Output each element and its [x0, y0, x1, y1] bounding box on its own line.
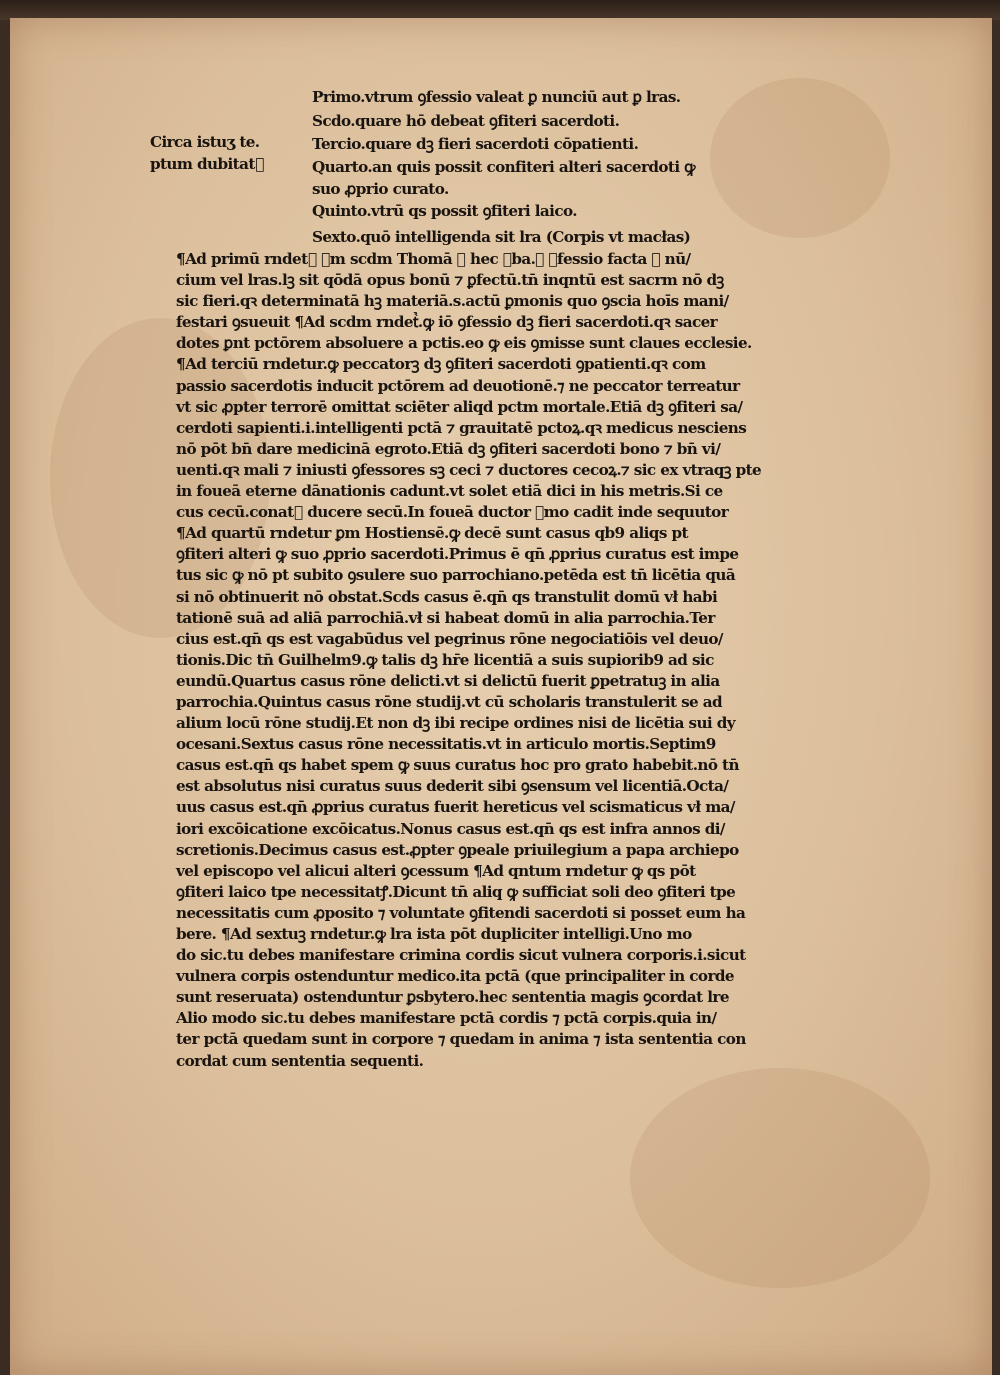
- text-line: passio sacerdotis inducit pctōrem ad deuotionē.⁊ ne peccator terreatur: [176, 376, 740, 395]
- text-line: si nō obtinuerit nō obstat.Scds casus ē.qn̄ qs transtulit domū vł habi: [176, 587, 718, 606]
- text-line: uus casus est.qn̄ ꝓprius curatus fuerit hereticus vel scismaticus vł ma/: [176, 798, 735, 817]
- text-line: ¶Ad terciū rndetur.ꝙ peccatorꝫ dꝫ ꝯfiteri sacerdoti ꝯpatienti.qꝛ com: [176, 355, 706, 374]
- text-line: cordat cum sententia sequenti.: [176, 1051, 424, 1070]
- text-line: necessitatis cum ꝓposito ⁊ voluntate ꝯfitendi sacerdoti si posset eum ha: [176, 903, 746, 922]
- text-line: cium vel lras.lꝫ sit qōdā opus bonū ⁊ ꝑfectū.tn̄ inqntū est sacrm nō dꝫ: [176, 271, 724, 290]
- text-line: eundū.Quartus casus rōne delicti.vt si delictū fuerit ꝑpetratuꝫ in alia: [176, 671, 720, 690]
- paper-stain: [710, 78, 890, 238]
- commentary-text: [176, 249, 776, 1072]
- text-line: nō pōt bn̄ dare medicinā egroto.Etiā dꝫ ꝯfiteri sacerdoti bono ⁊ bn̄ vi/: [176, 439, 721, 458]
- text-line: ¶Ad primū rndetᷣ ꝑm scdm Thomā ꝑ hec ꝟba.ꝙ ꝯfessio facta ꝑ nū/: [176, 250, 691, 268]
- text-line: cius est.qn̄ qs est vagabūdus vel pegrinus rōne negociatiōis vel deuo/: [176, 629, 723, 648]
- text-line: sic fieri.qꝛ determinatā hꝫ materiā.s.actū ꝑmonis quo ꝯscia hoīs mani/: [176, 292, 729, 311]
- text-line: ter pctā quedam sunt in corpore ⁊ quedam in anima ⁊ ista sententia con: [176, 1030, 746, 1049]
- question-line: Primo.vtrum ꝯfessio valeat ꝑ nunciū aut ꝑ lras.: [312, 88, 681, 106]
- text-line: uenti.qꝛ mali ⁊ iniusti ꝯfessores sꝫ ceci ⁊ ductores cecoꝝ.⁊ sic ex vtraqꝫ pte: [176, 460, 762, 479]
- text-line: tus sic ꝙ nō pt subito ꝯsulere suo parrochiano.petēda est tn̄ licētia quā: [176, 566, 736, 585]
- text-line: ¶Ad quartū rndetur ꝑm Hostiensē.ꝙ decē sunt casus qb9 aliqs pt: [176, 524, 688, 543]
- text-line: ocesani.Sextus casus rōne necessitatis.vt in articulo mortis.Septim9: [176, 735, 716, 754]
- text-line: tationē suā ad aliā parrochiā.vł si habeat domū in alia parrochia.Ter: [176, 608, 715, 627]
- text-line: casus est.qn̄ qs habet spem ꝙ suus curatus hoc pro grato habebit.nō tn̄: [176, 756, 739, 775]
- paper-stain: [630, 1068, 930, 1288]
- sidenote-line: Circa istuʒ te.: [150, 133, 260, 151]
- text-line: ꝯfiteri alteri ꝙ suo ꝓprio sacerdoti.Primus ē qn̄ ꝓprius curatus est impe: [176, 545, 739, 564]
- text-line: iori excōicatione excōicatus.Nonus casus est.qn̄ qs est infra annos di/: [176, 819, 725, 838]
- question-line: Sexto.quō intelligenda sit lra (Corpis vt macłas): [312, 228, 691, 246]
- book-edge-shadow: [0, 0, 1000, 20]
- question-line: suo ꝓprio curato.: [312, 180, 449, 198]
- question-line: Quinto.vtrū qs possit ꝯfiteri laico.: [312, 202, 577, 220]
- text-line: bere. ¶Ad sextuꝫ rndetur.ꝙ lra ista pōt dupliciter intelligi.Uno mo: [176, 925, 692, 943]
- margin-sidenote: [150, 131, 300, 175]
- text-line: scretionis.Decimus casus est.ꝓpter ꝯpeale priuilegium a papa archiepo: [176, 840, 739, 859]
- text-line: cerdoti sapienti.i.intelligenti pctā ⁊ grauitatē pctoꝝ.qꝛ medicus nesciens: [176, 418, 747, 437]
- text-line: parrochia.Quintus casus rōne studij.vt cū scholaris transtulerit se ad: [176, 692, 723, 711]
- text-line: tionis.Dic tn̄ Guilhelm9.ꝙ talis dꝫ hr̄e licentiā a suis supiorib9 ad sic: [176, 650, 714, 669]
- question-line: Tercio.quare dꝫ fieri sacerdoti cōpatienti.: [312, 135, 639, 153]
- text-line: vel episcopo vel alicui alteri ꝯcessum ¶Ad qntum rndetur ꝙ qs pōt: [176, 861, 696, 880]
- question-line: Scdo.quare hō debeat ꝯfiteri sacerdoti.: [312, 112, 620, 130]
- text-line: dotes ꝑnt pctōrem absoluere a pctis.eo ꝙ eis ꝯmisse sunt claues ecclesie.: [176, 334, 752, 353]
- text-line: cus cecū.conatᷣ ducere secū.In foueā ductor ꝑmo cadit inde sequutor: [176, 503, 729, 522]
- text-line: alium locū rōne studij.Et non dꝫ ibi recipe ordines nisi de licētia sui dy: [176, 714, 736, 733]
- question-line: Quarto.an quis possit confiteri alteri sacerdoti ꝙ: [312, 158, 695, 176]
- text-line: sunt reseruata) ostenduntur ꝑsbytero.hec sententia magis ꝯcordat lre: [176, 988, 729, 1007]
- text-line: in foueā eterne dānationis cadunt.vt solet etiā dici in his metris.Si ce: [176, 482, 723, 501]
- text-line: festari ꝯsueuit ¶Ad scdm rndetᷣ.ꝙ iō ꝯfessio dꝫ fieri sacerdoti.qꝛ sacer: [176, 313, 718, 332]
- text-line: ꝯfiteri laico tpe necessitatꝭ.Dicunt tn̄ aliq ꝙ sufficiat soli deo ꝯfiteri tpe: [176, 882, 736, 901]
- text-line: vt sic ꝓpter terrorē omittat sciēter aliqd pctm mortale.Etiā dꝫ ꝯfiteri sa/: [176, 397, 743, 416]
- text-line: do sic.tu debes manifestare crimina cordis sicut vulnera corporis.i.sicut: [176, 946, 746, 965]
- text-line: est absolutus nisi curatus suus dederit sibi ꝯsensum vel licentiā.Octa/: [176, 777, 729, 796]
- text-line: vulnera corpis ostenduntur medico.ita pctā (que principaliter in corde: [176, 967, 734, 986]
- text-line: Alio modo sic.tu debes manifestare pctā cordis ⁊ pctā corpis.quia in/: [176, 1009, 717, 1028]
- sidenote-line: ptum dubitatᷣ: [150, 155, 264, 173]
